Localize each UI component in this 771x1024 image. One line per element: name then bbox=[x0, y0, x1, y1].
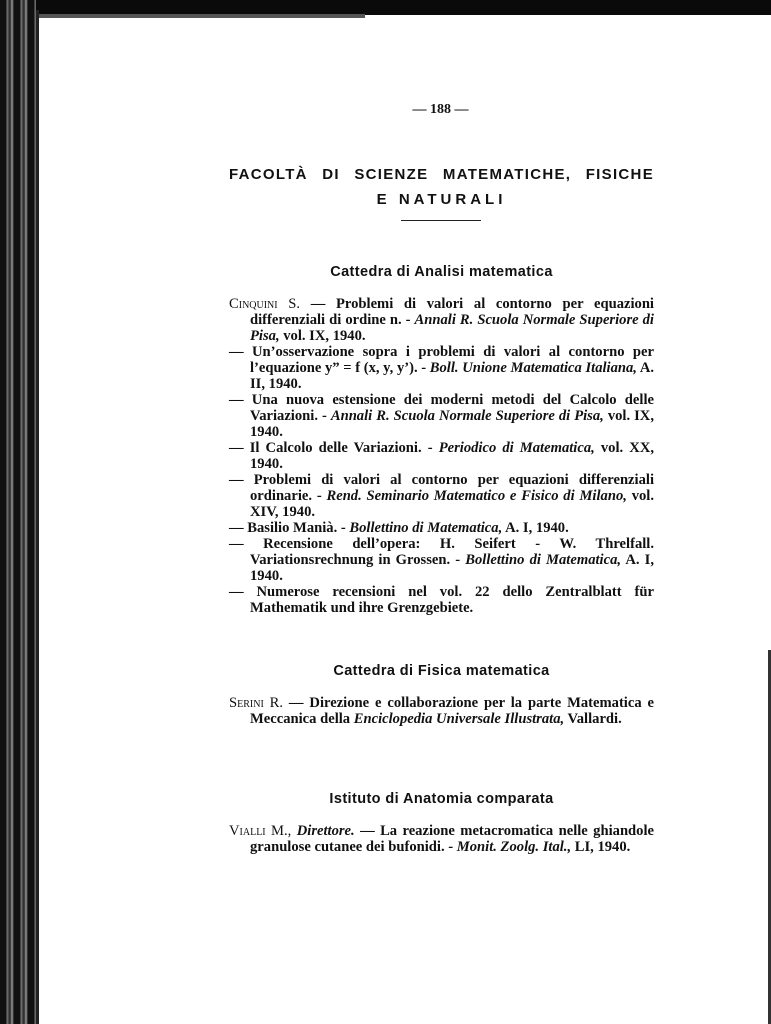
entry-text: A. II, 1940. bbox=[250, 360, 655, 392]
page-title-line1: FACOLTÀ DI SCIENZE MATEMATICHE, FISICHE bbox=[229, 166, 654, 183]
section-analisi-matematica bbox=[229, 264, 654, 616]
bibliography-entry bbox=[229, 296, 654, 344]
publication-title: Enciclopedia Universale Illustrata, bbox=[353, 711, 565, 727]
entry-text: vol. IX, 1940. bbox=[250, 408, 654, 440]
entry-text: — Il Calcolo delle Variazioni. - bbox=[229, 440, 439, 456]
publication-title: Direttore. bbox=[296, 823, 355, 839]
title-divider bbox=[401, 220, 481, 221]
section-heading: Cattedra di Fisica matematica bbox=[333, 663, 550, 679]
entry-text: vol. XIV, 1940. bbox=[250, 488, 655, 520]
entry-text: vol. IX, 1940. bbox=[279, 328, 366, 344]
bibliography-entry bbox=[229, 695, 654, 727]
publication-title: Monit. Zoolg. Ital., bbox=[456, 839, 572, 855]
section-heading: Cattedra di Analisi matematica bbox=[330, 264, 553, 280]
publication-title: Bollettino di Matematica, bbox=[465, 552, 622, 568]
entry-text: — Problemi di valori al contorno per equazioni differenziali ordinarie. - bbox=[229, 472, 654, 504]
author-name: Cinquini S. bbox=[229, 296, 301, 312]
bibliography-entry bbox=[229, 440, 654, 472]
author-name: Vialli M., bbox=[229, 823, 292, 839]
entry-text: A. I, 1940. bbox=[502, 520, 569, 536]
bibliography-entry bbox=[229, 472, 654, 520]
entry-text: Vallardi. bbox=[564, 711, 622, 727]
entry-text: — Recensione dell’opera: H. Seifert - W. Threlfall. Variationsrechnung in Grossen. - bbox=[229, 536, 654, 568]
publication-title: Annali R. Scuola Normale Superiore di Pisa, bbox=[330, 408, 604, 424]
entry-text: vol. XX, 1940. bbox=[250, 440, 655, 472]
entry-text: — Direzione e collaborazione per la parte Matematica e Meccanica della bbox=[250, 695, 654, 727]
bibliography-entry bbox=[229, 584, 654, 616]
scan-border-top-inner bbox=[35, 14, 365, 18]
entry-text: — Un’osservazione sopra i problemi di valori al contorno per l’equazione y” = f (x, y, y’). - bbox=[229, 344, 654, 376]
scan-binding-line bbox=[36, 10, 39, 1024]
publication-title: Boll. Unione Matematica Italiana, bbox=[429, 360, 637, 376]
bibliography-entry bbox=[229, 392, 654, 440]
entry-text: A. I, 1940. bbox=[250, 552, 654, 584]
scan-binding-edge bbox=[0, 0, 36, 1024]
section-heading: Istituto di Anatomia comparata bbox=[329, 791, 554, 807]
publication-title: Bollettino di Matematica, bbox=[349, 520, 503, 536]
publication-title: Rend. Seminario Matematico e Fisico di Milano, bbox=[326, 488, 627, 504]
entry-text: — Una nuova estensione dei moderni metodi del Calcolo delle Variazioni. - bbox=[229, 392, 654, 424]
publication-title: Periodico di Matematica, bbox=[438, 440, 595, 456]
entry-text: — Numerose recensioni nel vol. 22 dello Zentralblatt für Mathematik und ihre Grenzgebiete. bbox=[229, 584, 654, 616]
bibliography-entry bbox=[229, 520, 654, 536]
scan-border-top bbox=[0, 0, 771, 15]
section-fisica-matematica bbox=[229, 663, 654, 727]
bibliography-entry bbox=[229, 823, 654, 855]
publication-title: Annali R. Scuola Normale Superiore di Pisa, bbox=[250, 312, 654, 344]
entry-text: — La reazione metacromatica nelle ghiandole granulose cutanee dei bufonidi. - bbox=[250, 823, 655, 855]
bibliography-entry bbox=[229, 536, 654, 584]
section-anatomia-comparata bbox=[229, 791, 654, 855]
author-name: Serini R. bbox=[229, 695, 284, 711]
page-title-line2: E NATURALI bbox=[376, 191, 507, 208]
entry-text: LI, 1940. bbox=[571, 839, 631, 855]
page-number: — 188 — bbox=[412, 102, 469, 117]
entry-text: — Problemi di valori al contorno per equazioni differenziali di ordine n. - bbox=[250, 296, 654, 328]
bibliography-entry bbox=[229, 344, 654, 392]
entry-text: — Basilio Manià. - bbox=[229, 520, 350, 536]
